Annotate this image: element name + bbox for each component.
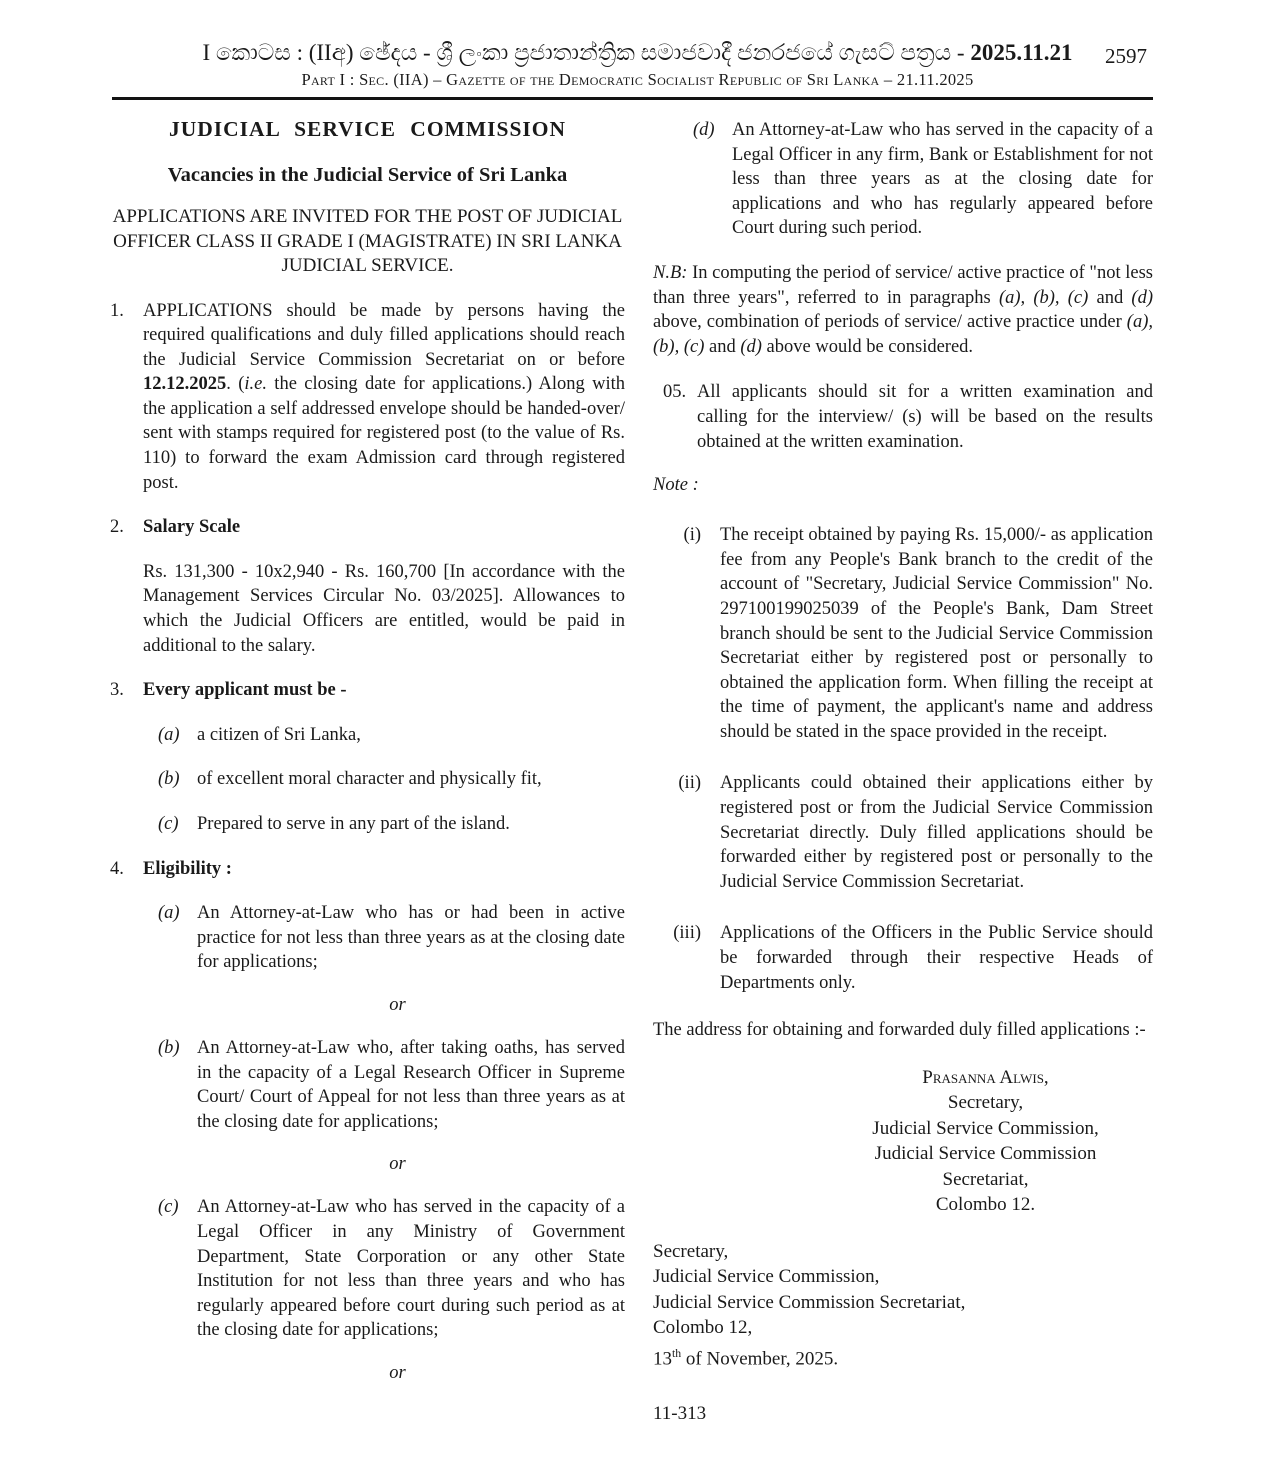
note-item-i xyxy=(653,523,1153,744)
sender-line: Colombo 12, xyxy=(653,1317,753,1339)
list-item-2-heading xyxy=(110,515,625,540)
item-1-text: APPLICATIONS should be made by persons having the required qualifications and duly filled applications should reach the Judicial Service Commission Secretariat on or before 12.12.2025. (i.e. the closing date for applications.) Along with the application a self addressed envelope should be handed-over/ sent with stamps required for registered post (to the value of Rs. 110) to forward the exam Admission card through registered post. xyxy=(143,300,625,493)
sender-line: Judicial Service Commission, xyxy=(653,1266,880,1288)
left-column xyxy=(110,115,625,1425)
address-intro: The address for obtaining and forwarded duly filled applications :- xyxy=(653,1020,1146,1041)
note-ii-text: Applicants could obtained their applications either by registered post or from the Judicial Service Commission Secretariat directly. Duly filled applications should be forwarded either by registered post or personally to the Judicial Service Commission Secretariat. xyxy=(720,773,1153,892)
note-i-marker: (i) xyxy=(683,525,701,546)
salary-scale-text: Rs. 131,300 - 10x2,940 - Rs. 160,700 [In accordance with the Management Services Circular No. 03/2025]. Allowances to which the Judicial Officers are entitled, would be paid in additional to the salary. xyxy=(143,561,625,656)
item-4-marker: 4. xyxy=(110,858,124,879)
list-item-3-heading xyxy=(110,678,625,703)
gazette-reference-number: 11-313 xyxy=(653,1402,707,1424)
note-iii-marker: (iii) xyxy=(673,923,701,944)
page-number: 2597 xyxy=(1105,44,1147,68)
list-item-05 xyxy=(653,380,1153,454)
eligibility-heading: Eligibility : xyxy=(143,858,232,879)
notice-intro: APPLICATIONS ARE INVITED FOR THE POST OF JUDICIAL OFFICER CLASS II GRADE I (MAGISTRATE) IN SRI LANKA JUDICIAL SERVICE. xyxy=(112,206,623,276)
gazette-header-english: Part I : Sec. (IIA) – Gazette of the Democratic Socialist Republic of Sri Lanka – 21.11.2025 xyxy=(301,70,974,89)
page-header xyxy=(0,0,1275,100)
sender-line: Judicial Service Commission Secretariat, xyxy=(653,1291,966,1313)
item-4c-text: An Attorney-at-Law who has served in the capacity of a Legal Officer in any Ministry of Government Department, State Corporation or any other State Institution for not less than three years and who has regularly appeared before court during such period as at the closing date for applications; xyxy=(197,1197,625,1341)
item-4b-text: An Attorney-at-Law who, after taking oaths, has served in the capacity of a Legal Research Officer in Supreme Court/ Court of Appeal for not less than three years as at the closing date for applications; xyxy=(197,1037,625,1132)
sender-address-block xyxy=(653,1239,1153,1372)
signatory-line: Secretariat, xyxy=(942,1168,1029,1190)
note-item-iii xyxy=(653,921,1153,995)
header-rule xyxy=(112,97,1153,100)
note-iii-text: Applications of the Officers in the Public Service should be forwarded through their respective Heads of Departments only. xyxy=(720,923,1153,993)
item-2-spacer xyxy=(110,560,143,658)
signature-block xyxy=(818,1065,1153,1218)
or-separator-1: or xyxy=(389,994,406,1015)
list-item-4-heading xyxy=(110,857,625,882)
item-4c xyxy=(110,1195,625,1343)
item-1-marker: 1. xyxy=(110,300,124,321)
signatory-line: Secretary, xyxy=(947,1092,1024,1114)
item-4d xyxy=(653,118,1153,241)
item-3a-text: a citizen of Sri Lanka, xyxy=(197,724,361,745)
notice-subtitle: Vacancies in the Judicial Service of Sri Lanka xyxy=(167,164,568,186)
item-3b xyxy=(110,767,625,792)
item-3a xyxy=(110,723,625,748)
item-4b xyxy=(110,1036,625,1134)
sender-line: Secretary, xyxy=(653,1240,729,1262)
item-05-text: All applicants should sit for a written examination and calling for the interview/ (s) will be based on the results obtained at the written examination. xyxy=(697,382,1153,452)
right-column xyxy=(653,115,1153,1425)
signatory-line: Judicial Service Commission xyxy=(874,1143,1097,1165)
list-item-1 xyxy=(110,299,625,496)
item-3-marker: 3. xyxy=(110,680,124,701)
item-3b-marker: (b) xyxy=(158,769,180,790)
item-4a xyxy=(110,901,625,975)
item-3c-marker: (c) xyxy=(158,814,179,834)
gazette-header-sinhala: I කොටස : (IIඅ) ඡේදය - ශ්‍රී ලංකා ප්‍රජාතාන්ත්‍රික සමාජවාදී ජනරජයේ ගැසට් පත්‍රය - 2025.11.21 xyxy=(202,40,1073,65)
applicant-heading: Every applicant must be - xyxy=(143,680,347,701)
nb-paragraph: N.B: In computing the period of service/ active practice of "not less than three years", referred to in paragraphs (a), (b), (c) and (d) above, combination of periods of service/ active practice under (a), (b), (c) and (d) above would be considered. xyxy=(653,262,1153,357)
note-item-ii xyxy=(653,771,1153,894)
item-4d-marker: (d) xyxy=(693,120,715,140)
salary-scale-heading: Salary Scale xyxy=(143,517,241,538)
item-2-marker: 2. xyxy=(110,517,124,538)
item-4a-text: An Attorney-at-Law who has or had been in active practice for not less than three years as at the closing date for applications; xyxy=(197,903,625,973)
note-label: Note : xyxy=(653,475,699,496)
notice-title: JUDICIAL SERVICE COMMISSION xyxy=(168,117,567,141)
item-3c-text: Prepared to serve in any part of the island. xyxy=(197,814,510,834)
or-separator-2: or xyxy=(389,1154,406,1175)
sender-date: 13th of November, 2025. xyxy=(653,1346,839,1370)
list-item-2-body xyxy=(110,560,625,658)
signatory-line: Judicial Service Commission, xyxy=(872,1117,1099,1139)
note-i-text: The receipt obtained by paying Rs. 15,000/- as application fee from any People's Bank branch to the credit of the account of "Secretary, Judicial Service Commission" No. 297100199025039 of the People's Bank, Dam Street branch should be sent to the Judicial Service Commission Secretariat either by registered post or personally to obtained the application form. When filling the receipt at the time of payment, the applicant's name and address should be stated in the space provided in the receipt. xyxy=(720,525,1153,742)
or-separator-3: or xyxy=(389,1362,406,1383)
two-column-body xyxy=(0,100,1275,1425)
item-3a-marker: (a) xyxy=(158,724,180,745)
item-4b-marker: (b) xyxy=(158,1037,180,1058)
item-05-marker: 05. xyxy=(663,382,687,403)
item-4a-marker: (a) xyxy=(158,903,180,924)
item-4c-marker: (c) xyxy=(158,1197,179,1218)
item-4d-text: An Attorney-at-Law who has served in the capacity of a Legal Officer in any firm, Bank or Establishment for not less than three years as at the closing date for applications and who has regularly appeared before Court during such period. xyxy=(732,120,1153,239)
note-ii-marker: (ii) xyxy=(678,773,701,794)
item-3b-text: of excellent moral character and physically fit, xyxy=(197,769,542,790)
item-3c xyxy=(110,812,625,837)
signatory-line: Colombo 12. xyxy=(935,1194,1036,1216)
signatory-name: Prasanna Alwis, xyxy=(922,1066,1049,1088)
